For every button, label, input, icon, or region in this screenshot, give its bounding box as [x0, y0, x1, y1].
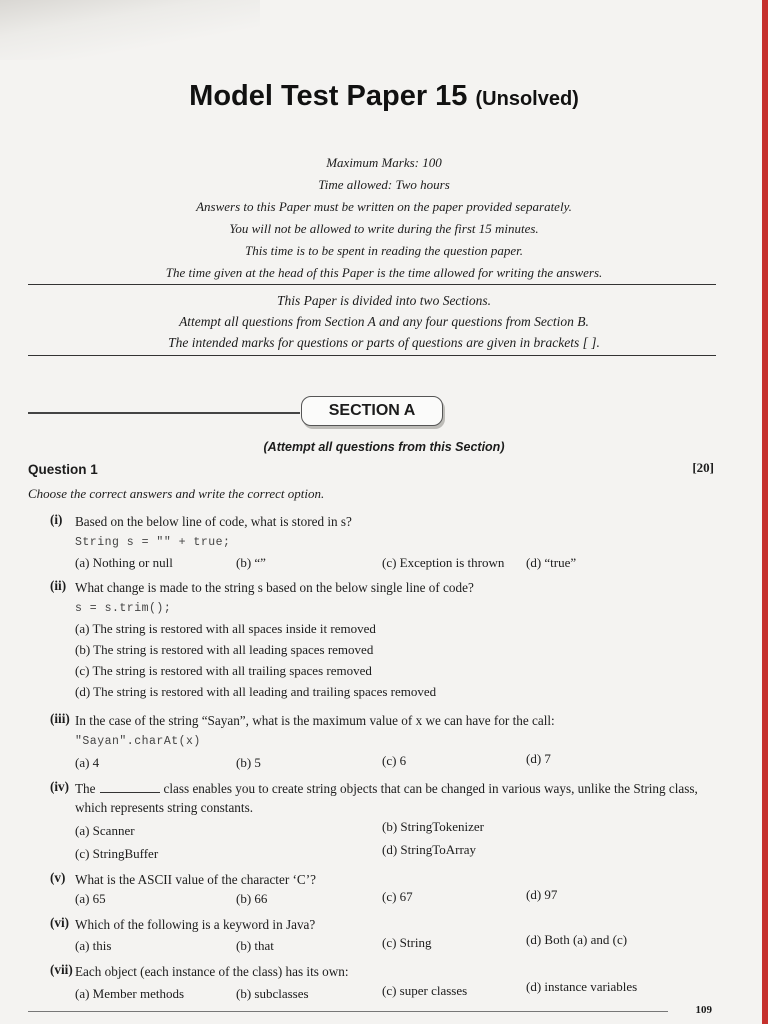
option-c: (c) StringBuffer	[75, 846, 159, 861]
option-a: (a) this	[75, 938, 112, 953]
code-snippet: "Sayan".charAt(x)	[75, 735, 201, 748]
option-b: (b) subclasses	[236, 986, 309, 1001]
option-a: (a) Member methods	[75, 986, 185, 1001]
sub-question-number: (vi)	[50, 915, 70, 930]
section-attempt-note: (Attempt all questions from this Section)	[263, 440, 505, 454]
instruction-line: You will not be allowed to write during the first 15 minutes.	[229, 221, 539, 236]
fill-in-blank	[100, 792, 160, 793]
option-c: (c) String	[382, 935, 432, 950]
option-a: (a) 4	[75, 755, 100, 770]
exam-instructions	[0, 152, 768, 284]
option-c: (c) The string is restored with all trailing spaces removed	[75, 663, 372, 678]
sub-question-number: (iii)	[50, 711, 70, 726]
title-sub: (Unsolved)	[475, 88, 579, 110]
sub-question-text: What is the ASCII value of the character ‘C’?	[75, 872, 316, 887]
sub-question-text: Which of the following is a keyword in Java?	[75, 917, 316, 932]
section-a-heading: SECTION A	[301, 396, 443, 426]
instruction-line: The time given at the head of this Paper is the time allowed for writing the answers.	[165, 265, 603, 280]
option-a: (a) The string is restored with all spaces inside it removed	[75, 621, 376, 636]
section-info-line: Attempt all questions from Section A and any four questions from Section B.	[179, 314, 589, 329]
sub-question-text: In the case of the string “Sayan”, what is the maximum value of x we can have for the call:	[75, 713, 555, 728]
option-b: (b) that	[236, 938, 274, 953]
sub-question-number: (ii)	[50, 578, 67, 593]
option-d: (d) “true”	[526, 555, 577, 570]
option-b: (b) The string is restored with all leading spaces removed	[75, 642, 374, 657]
sub-question-number: (vii)	[50, 962, 73, 977]
sub-question-text: What change is made to the string s based on the below single line of code?	[75, 580, 474, 595]
option-d: (d) Both (a) and (c)	[526, 932, 628, 947]
option-b: (b) StringTokenizer	[382, 819, 484, 834]
text-before-blank: The	[75, 781, 96, 796]
option-a: (a) Nothing or null	[75, 555, 173, 570]
page-title	[0, 80, 768, 113]
option-b: (b) 66	[236, 891, 268, 906]
option-c: (c) Exception is thrown	[382, 555, 505, 570]
section-info-line: This Paper is divided into two Sections.	[276, 293, 492, 308]
option-d: (d) instance variables	[526, 979, 638, 994]
sub-question-text: Based on the below line of code, what is stored in s?	[75, 514, 352, 529]
option-d: (d) The string is restored with all leading and trailing spaces removed	[75, 684, 437, 699]
option-d: (d) StringToArray	[382, 842, 477, 857]
question-instruction: Choose the correct answers and write the correct option.	[28, 486, 325, 501]
sub-question-text	[75, 779, 720, 817]
option-a: (a) 65	[75, 891, 106, 906]
sub-question-text: Each object (each instance of the class) has its own:	[75, 964, 349, 979]
instruction-line: This time is to be spent in reading the question paper.	[245, 243, 523, 258]
option-d: (d) 7	[526, 751, 551, 766]
option-b: (b) “”	[236, 555, 266, 570]
sub-question-number: (i)	[50, 512, 63, 527]
text-after-blank: class enables you to create string objects that can be changed in various ways, unlike the String class, which represents string constants.	[75, 781, 698, 815]
option-c: (c) 67	[382, 889, 413, 904]
instruction-line: Time allowed: Two hours	[318, 177, 450, 192]
option-c: (c) 6	[382, 753, 407, 768]
sub-question-number: (v)	[50, 870, 66, 885]
section-rule	[28, 412, 300, 414]
page-number: 109	[695, 1004, 712, 1016]
title-main: Model Test Paper 15	[189, 80, 468, 112]
option-b: (b) 5	[236, 755, 261, 770]
code-snippet: s = s.trim();	[75, 602, 172, 615]
question-marks: [20]	[692, 460, 714, 475]
section-info	[0, 290, 768, 353]
option-a: (a) Scanner	[75, 823, 135, 838]
sub-question-number: (iv)	[50, 779, 70, 794]
instruction-line: Answers to this Paper must be written on the paper provided separately.	[196, 199, 572, 214]
divider	[28, 284, 716, 285]
question-label: Question 1	[28, 462, 98, 477]
instruction-line: Maximum Marks: 100	[326, 155, 442, 170]
code-snippet: String s = "" + true;	[75, 536, 231, 549]
option-d: (d) 97	[526, 887, 558, 902]
page-corner-shadow	[0, 0, 260, 60]
option-c: (c) super classes	[382, 983, 468, 998]
divider	[28, 355, 716, 356]
section-info-line: The intended marks for questions or parts of questions are given in brackets [ ].	[168, 335, 600, 350]
footer-rule	[28, 1011, 668, 1012]
